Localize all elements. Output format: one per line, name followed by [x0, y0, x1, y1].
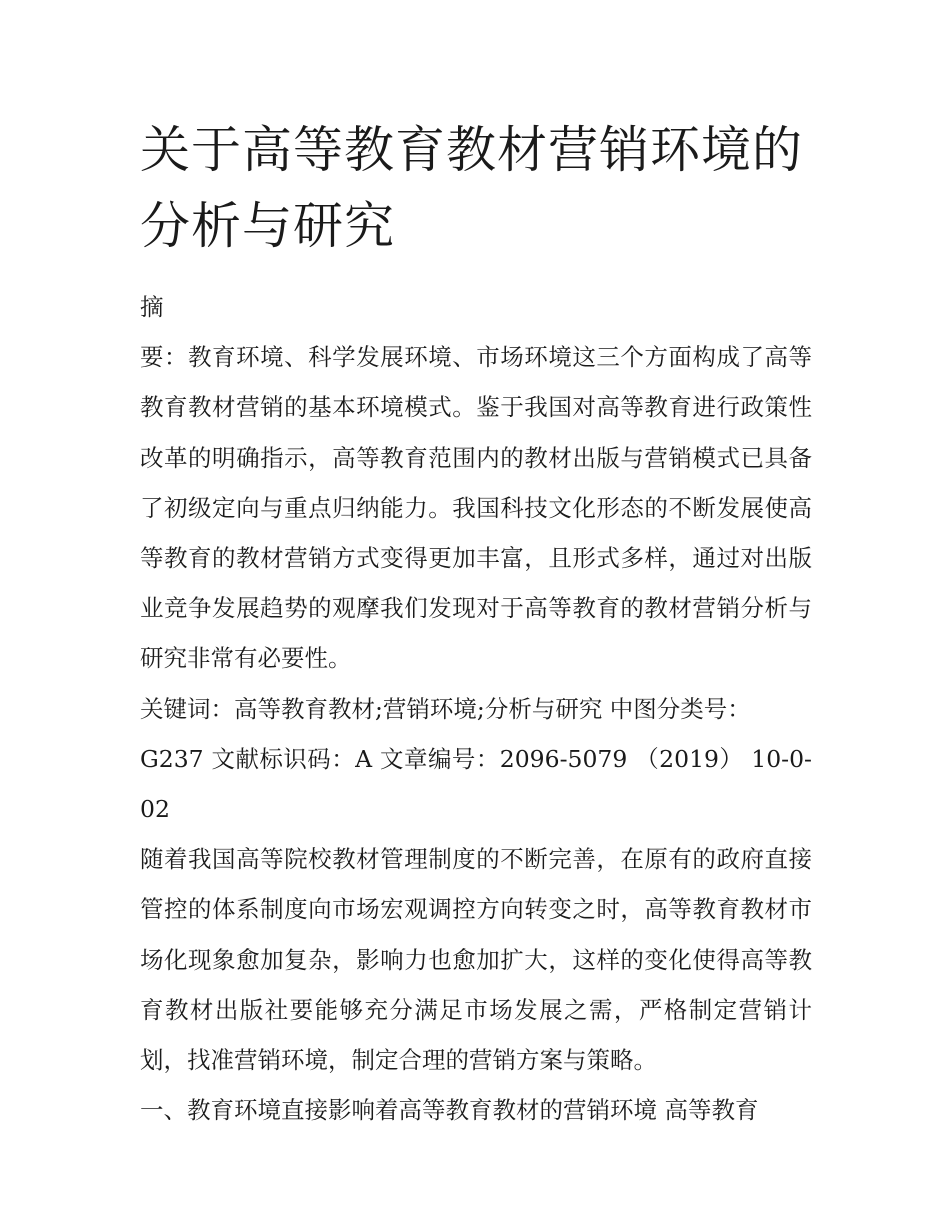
- abstract-text: 要：教育环境、科学发展环境、市场环境这三个方面构成了高等教育教材营销的基本环境模式。鉴于我国对高等教育进行政策性改革的明确指示，高等教育范围内的教材出版与营销模式已具备了初级定向与重点归纳能力。我国科技文化形态的不断发展使高等教育的教材营销方式变得更加丰富，且形式多样，通过对出版业竞争发展趋势的观摩我们发现对于高等教育的教材营销分析与研究非常有必要性。: [140, 343, 812, 673]
- abstract-label: 摘: [140, 293, 164, 321]
- classification-line: G237 文献标识码：A 文章编号：2096-5079 （2019） 10-0-02: [140, 744, 812, 824]
- body-paragraph: 随着我国高等院校教材管理制度的不断完善，在原有的政府直接管控的体系制度向市场宏观调控方向转变之时，高等教育教材市场化现象愈加复杂，影响力也愈加扩大，这样的变化使得高等教育教材出版社要能够充分满足市场发展之需，严格制定营销计划，找准营销环境，制定合理的营销方案与策略。: [140, 845, 812, 1075]
- section-heading-line: 一、教育环境直接影响着高等教育教材的营销环境 高等教育: [140, 1096, 759, 1125]
- document-page: [140, 112, 812, 1135]
- keywords-line: 关键词：高等教育教材;营销环境;分析与研究 中图分类号：: [140, 694, 751, 723]
- document-title: 关于高等教育教材营销环境的分析与研究: [140, 121, 803, 255]
